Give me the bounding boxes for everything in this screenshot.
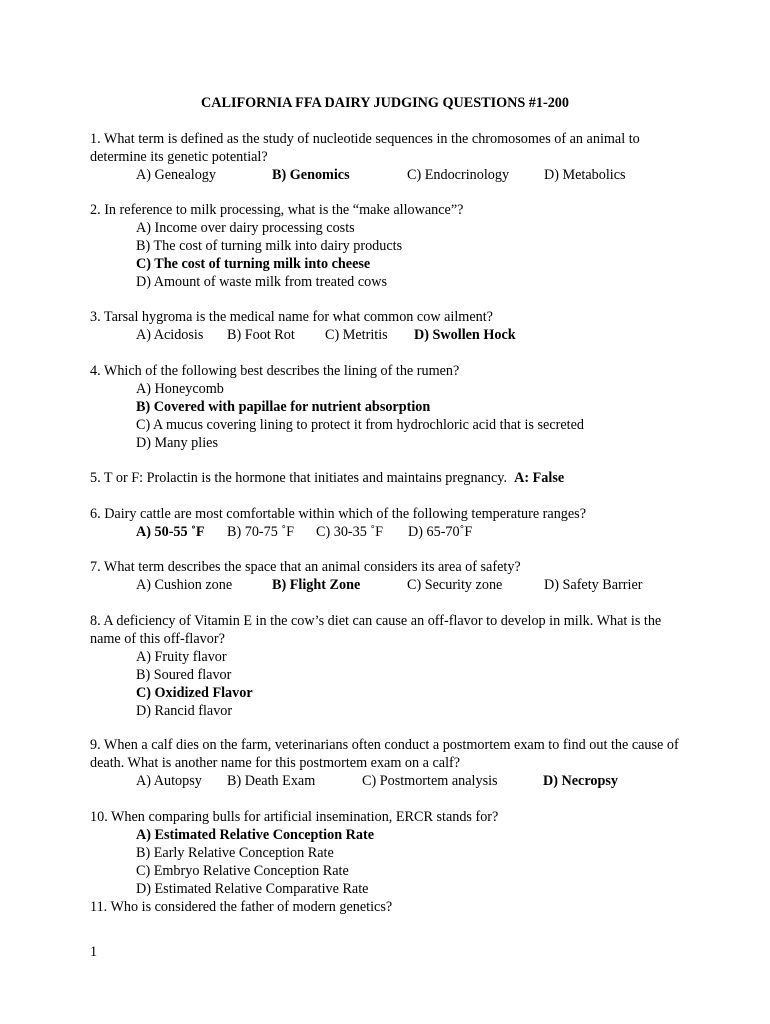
question-text: 4. Which of the following best describes the lining of the rumen? (90, 363, 460, 379)
question-7 (90, 558, 690, 594)
option-d: D) 65-70˚F (408, 524, 473, 540)
option-d: D) Amount of waste milk from treated cows (136, 274, 387, 290)
option-c: C) A mucus covering lining to protect it from hydrochloric acid that is secreted (136, 417, 584, 433)
option-d: D) Metabolics (544, 167, 626, 183)
option-d-correct: D) Swollen Hock (414, 327, 516, 343)
question-text: 5. T or F: Prolactin is the hormone that initiates and maintains pregnancy. (90, 470, 508, 486)
question-11-text: 11. Who is considered the father of modern genetics? (90, 899, 393, 915)
option-d: D) Safety Barrier (544, 577, 643, 593)
question-line (90, 469, 690, 487)
option-b-correct: B) Covered with papillae for nutrient absorption (136, 399, 431, 415)
option-d-correct: D) Necropsy (543, 773, 618, 789)
options-row (90, 772, 690, 790)
option-a-correct: A) Estimated Relative Conception Rate (136, 827, 374, 843)
question-2 (90, 201, 690, 291)
options-row (90, 326, 690, 344)
question-text: 9. When a calf dies on the farm, veterinarians often conduct a postmortem exam to find out the cause of death. What is another name for this postmortem exam on a calf? (90, 737, 679, 771)
option-c: C) Metritis (325, 327, 388, 343)
option-b: B) The cost of turning milk into dairy products (136, 238, 403, 254)
option-c-correct: C) The cost of turning milk into cheese (136, 256, 371, 272)
option-a-correct: A) 50-55 ˚F (136, 524, 205, 540)
question-text: 3. Tarsal hygroma is the medical name for what common cow ailment? (90, 309, 493, 325)
option-d: D) Estimated Relative Comparative Rate (136, 881, 369, 897)
option-d: D) Many plies (136, 435, 218, 451)
question-5 (90, 469, 690, 487)
page-title: CALIFORNIA FFA DAIRY JUDGING QUESTIONS #1-200 (200, 95, 569, 111)
options-row (90, 166, 690, 184)
option-b: B) Soured flavor (136, 667, 232, 683)
question-text: 6. Dairy cattle are most comfortable within which of the following temperature ranges? (90, 506, 586, 522)
question-3 (90, 308, 690, 344)
option-b: B) Early Relative Conception Rate (136, 845, 334, 861)
question-9 (90, 736, 690, 790)
option-a: A) Income over dairy processing costs (136, 220, 355, 236)
option-b: B) 70-75 ˚F (227, 524, 294, 540)
option-a: A) Autopsy (136, 773, 202, 789)
question-8 (90, 612, 690, 720)
question-text: 1. What term is defined as the study of nucleotide sequences in the chromosomes of an animal to determine its genetic potential? (90, 131, 640, 165)
option-b: B) Death Exam (227, 773, 316, 789)
option-b: B) Foot Rot (227, 327, 295, 343)
option-a: A) Acidosis (136, 327, 204, 343)
question-1 (90, 130, 690, 184)
option-c: C) Postmortem analysis (362, 773, 498, 789)
option-c: C) Security zone (407, 577, 503, 593)
options-row (90, 523, 690, 541)
question-6 (90, 505, 690, 541)
question-text: 10. When comparing bulls for artificial insemination, ERCR stands for? (90, 809, 499, 825)
page-number: 1 (90, 944, 98, 960)
question-text: 7. What term describes the space that an animal considers its area of safety? (90, 559, 521, 575)
question-10 (90, 808, 690, 916)
question-text: 8. A deficiency of Vitamin E in the cow’s diet can cause an off-flavor to develop in milk. What is the name of this off-flavor? (90, 613, 662, 647)
answer-correct: A: False (514, 470, 565, 486)
option-a: A) Genealogy (136, 167, 216, 183)
option-c: C) Embryo Relative Conception Rate (136, 863, 349, 879)
option-d: D) Rancid flavor (136, 703, 233, 719)
option-c: C) 30-35 ˚F (316, 524, 383, 540)
option-a: A) Honeycomb (136, 381, 224, 397)
option-b-correct: B) Genomics (272, 167, 350, 183)
options-row (90, 576, 690, 594)
option-a: A) Cushion zone (136, 577, 233, 593)
option-a: A) Fruity flavor (136, 649, 227, 665)
option-c: C) Endocrinology (407, 167, 510, 183)
option-c-correct: C) Oxidized Flavor (136, 685, 253, 701)
option-b-correct: B) Flight Zone (272, 577, 361, 593)
question-4 (90, 362, 690, 452)
question-text: 2. In reference to milk processing, what is the “make allowance”? (90, 202, 464, 218)
